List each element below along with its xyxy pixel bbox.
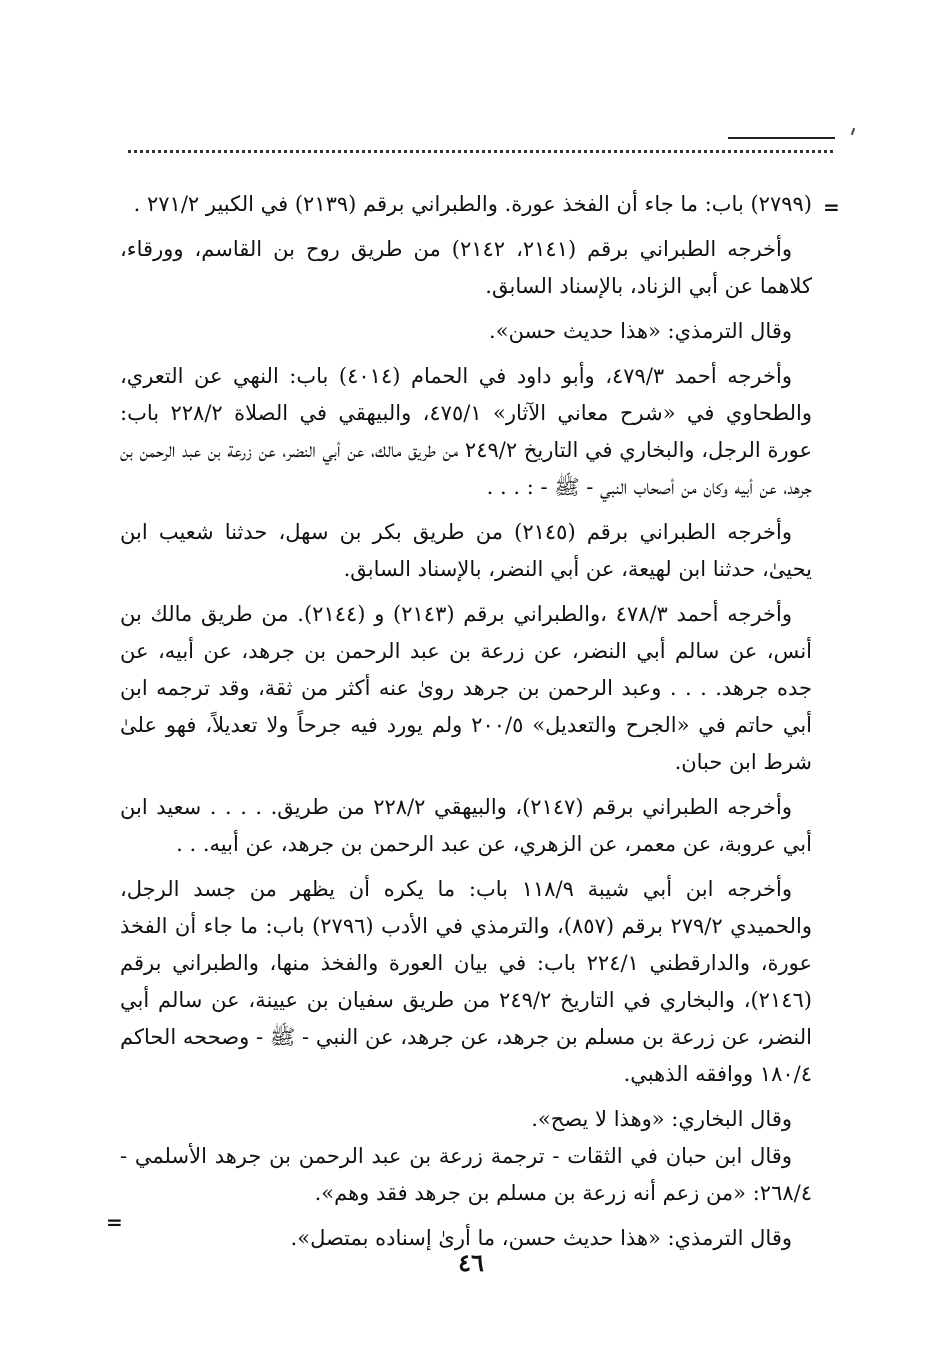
paragraph: وقال الترمذي: «هذا حديث حسن، ما أرىٰ إسناده بمتصل». <box>290 1226 792 1250</box>
footnote-dotted-separator <box>128 150 833 153</box>
continuation-mark-bottom: = <box>106 1210 123 1234</box>
paragraph: وأخرجه ابن أبي شيبة ١١٨/٩ باب: ما يكره أن يظهر من جسد الرجل، والحميدي ٢٧٩/٢ برقم (٨٥٧)، والترمذي في الأدب (٢٧٩٦) باب: ما جاء أن الفخذ عورة، والدارقطني ٢٢٤/١ باب: في بيان العورة والفخذ منها، والطبراني برقم (٢١٤٦)، والبخاري في التاريخ ٢٤٩/٢ من طريق سفيان بن عيينة، عن سالم أبي النضر، عن زرعة بن مسلم بن جرهد، عن جرهد، عن النبي - ﷺ - وصححه الحاكم ١٨٠/٤ ووافقه الذهبي. <box>120 877 812 1086</box>
paragraph: وقال ابن حبان في الثقات - ترجمة زرعة بن عبد الرحمن بن جرهد الأسلمي - ٢٦٨/٤: «من زعم أنه زرعة بن مسلم بن جرهد فقد وهم». <box>120 1144 812 1205</box>
scan-mark <box>851 128 855 135</box>
paragraph: وأخرجه الطبراني برقم (٢١٤٥) من طريق بكر بن سهل، حدثنا شعيب ابن يحيىٰ، حدثنا ابن لهيعة، عن أبي النضر، بالإسناد السابق. <box>120 520 812 581</box>
paragraph: (٢٧٩٩) باب: ما جاء أن الفخذ عورة. والطبراني برقم (٢١٣٩) في الكبير ٢٧١/٢ . <box>133 192 812 216</box>
paragraph: وقال البخاري: «وهذا لا يصح». <box>531 1107 792 1131</box>
paragraph: وقال الترمذي: «هذا حديث حسن». <box>489 319 792 343</box>
continuation-mark-top: = <box>823 195 840 219</box>
paragraph: وأخرجه الطبراني برقم (٢١٤١، ٢١٤٢) من طريق روح بن القاسم، وورقاء، كلاهما عن أبي الزناد، بالإسناد السابق. <box>120 237 812 298</box>
paragraph: وأخرجه أحمد ٤٧٨/٣ ،والطبراني برقم (٢١٤٣) و (٢١٤٤). من طريق مالك بن أنس، عن سالم أبي النضر، عن زرعة بن عبد الرحمن بن جرهد، عن أبيه، عن جده جرهد. . . . وعبد الرحمن بن جرهد روىٰ عنه أكثر من ثقة، وقد ترجمه ابن أبي حاتم في «الجرح والتعديل» ٢٠٠/٥ ولم يورد فيه جرحاً ولا تعديلاً، فهو علىٰ شرط ابن حبان. <box>120 602 813 774</box>
page-number: ٤٦ <box>458 1248 484 1277</box>
footnote-separator-line <box>728 137 835 139</box>
footnote-text-block <box>120 186 812 1265</box>
paragraph: وأخرجه الطبراني برقم (٢١٤٧)، والبيهقي ٢٢٨/٢ من طريق. . . . . سعيد ابن أبي عروبة، عن معمر، عن الزهري، عن عبد الرحمن بن جرهد، عن أبيه. . . <box>120 795 812 856</box>
paragraph: وأخرجه أحمد ٤٧٩/٣، وأبو داود في الحمام (٤٠١٤) باب: النهي عن التعري، والطحاوي في «شرح معاني الآثار» ٤٧٥/١، والبيهقي في الصلاة ٢٢٨/٢ باب: عورة الرجل، والبخاري في التاريخ ٢٤٩/٢ من طريق مالك، عن أبي النضر، عن زرعة بن عبد الرحمن بن جرهد، عن أبيه وكان من أصحاب النبي - ﷺ - : . . . <box>120 364 812 499</box>
